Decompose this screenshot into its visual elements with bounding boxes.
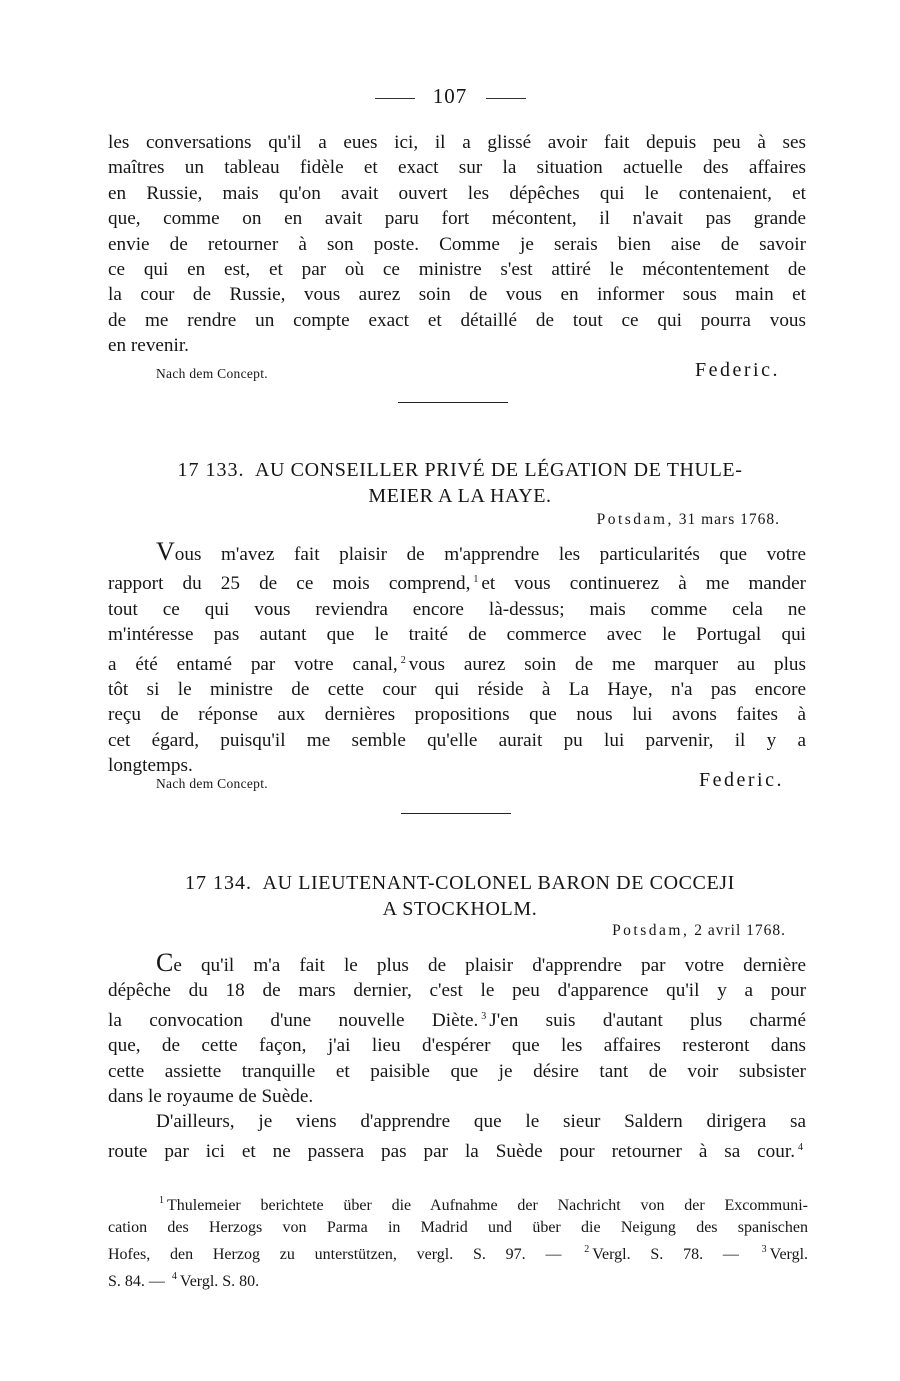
footnote-marker: 3 [481,1010,487,1022]
text-line: cet égard, puisqu'il me semble qu'elle aurait pu lui parvenir, il y a [108,729,806,751]
letter-body-17134 [108,950,806,1164]
header-dash-right [486,98,526,99]
footnote-line: Hofes, den Herzog zu unterstützen, vergl. S. 97. — $^2$ Vergl. S. 78. — $^3$ Vergl. [108,1244,809,1263]
footnote-marker: 4 [171,1271,177,1282]
signature: Federic. [699,769,784,791]
heading-line: A STOCKHOLM. [382,898,538,920]
text-line: D'ailleurs, je viens d'apprendre que le sieur Saldern dirigera sa [156,1111,806,1133]
date-place: Potsdam, [612,922,690,939]
text-line: la convocation d'une nouvelle Diète. $^3$ J'en suis d'autant plus charmé [108,1009,806,1031]
text-line: Vous m'avez fait plaisir de m'apprendre les particularités que votre [156,537,806,566]
letter-heading-17133 [100,457,820,509]
date-place: Potsdam, [596,511,674,528]
text-line: envie de retourner à son poste. Comme je serais bien aise de savoir [108,233,806,255]
text-line: en Russie, mais qu'on avait ouvert les dépêches qui le contenaient, et [108,182,806,204]
footnote-marker: 1 [159,1195,164,1206]
date-text: 2 avril 1768. [694,922,786,939]
previous-letter-closing [108,356,806,382]
letter-heading-17134 [100,870,820,922]
footnote-marker: 2 [400,654,406,666]
text-line: tôt si le ministre de cette cour qui réside à La Haye, n'a pas encore [108,679,806,701]
section-divider [401,813,511,814]
signature: Federic. [695,359,780,381]
heading-text: AU CONSEILLER PRIVÉ DE LÉGATION DE THULE- [254,459,743,481]
heading-line [100,870,820,896]
footnote-marker: 3 [761,1244,767,1255]
footnote-line: S. 84. — $^4$ Vergl. S. 80. [108,1271,260,1290]
text-line: longtemps. [108,755,193,777]
footnote-marker: 1 [473,574,479,586]
heading-line [100,457,820,483]
text-line: m'intéresse pas autant que le traité de commerce avec le Portugal qui [108,624,806,646]
footnote-line: $^1$ Thulemeier berichtete über die Aufnahme der Nachricht von der Excommuni- [159,1195,808,1214]
concept-note: Nach dem Concept. [156,776,268,791]
footnote-marker: 4 [798,1141,803,1153]
footnote-line: cation des Herzogs von Parma in Madrid und über die Neigung des spanischen [108,1219,808,1236]
text-line: de me rendre un compte exact et détaillé de tout ce qui pourra vous [108,309,806,331]
footnotes [108,1190,808,1293]
text-line: dans le royaume de Suède. [108,1086,314,1108]
text-line: cette assiette tranquille et paisible que je désire tant de voir subsister [108,1060,806,1082]
text-line: dépêche du 18 de mars dernier, c'est le peu d'apparence qu'il y a pour [108,980,806,1002]
heading-line: MEIER A LA HAYE. [368,485,552,507]
page-number: 107 [432,84,468,108]
drop-cap: V [156,537,175,566]
footnote-marker: 2 [584,1244,590,1255]
dateline [612,922,786,940]
letter-number: 17 133. [177,459,245,481]
letter-body-17133 [108,539,806,779]
text-line: reçu de réponse aux dernières propositions que nous lui avons faites à [108,704,806,726]
text-line: les conversations qu'il a eues ici, il a glissé avoir fait depuis peu à ses [108,132,806,153]
letter-closing-17133 [108,766,806,792]
header-dash-left [375,98,415,99]
letter-number: 17 134. [185,872,253,894]
heading-text: AU LIEUTENANT-COLONEL BARON DE COCCEJI [262,872,735,894]
concept-note: Nach dem Concept. [156,366,268,381]
date-text: 31 mars 1768. [678,511,780,528]
text-line: tout ce qui vous reviendra encore là-dessus; mais comme cela ne [108,598,806,620]
text-line: que, de cette façon, j'ai lieu d'espérer que les affaires resteront dans [108,1035,806,1057]
text-line: en revenir. [108,335,189,357]
text-line: route par ici et ne passera pas par la Suède pour retourner à sa cour. $^4$ [108,1140,803,1162]
section-divider [398,402,508,403]
text-line: rapport du 25 de ce mois comprend, $^1$ et vous continuerez à me mander [108,573,806,595]
text-line: Ce qu'il m'a fait le plus de plaisir d'apprendre par votre dernière [156,948,806,977]
text-line: a été entamé par votre canal, $^2$ vous aurez soin de me marquer au plus [108,653,806,675]
text-line: la cour de Russie, vous aurez soin de vous en informer sous main et [108,284,806,306]
dateline [597,511,780,529]
previous-letter-body [108,130,806,359]
page-header [0,84,900,109]
drop-cap: C [156,948,174,977]
text-line: ce qui en est, et par où ce ministre s'est attiré le mécontentement de [108,259,806,281]
text-line: que, comme on en avait paru fort mécontent, il n'avait pas grande [108,208,806,230]
text-line: maîtres un tableau fidèle et exact sur la situation actuelle des affaires [108,157,806,179]
